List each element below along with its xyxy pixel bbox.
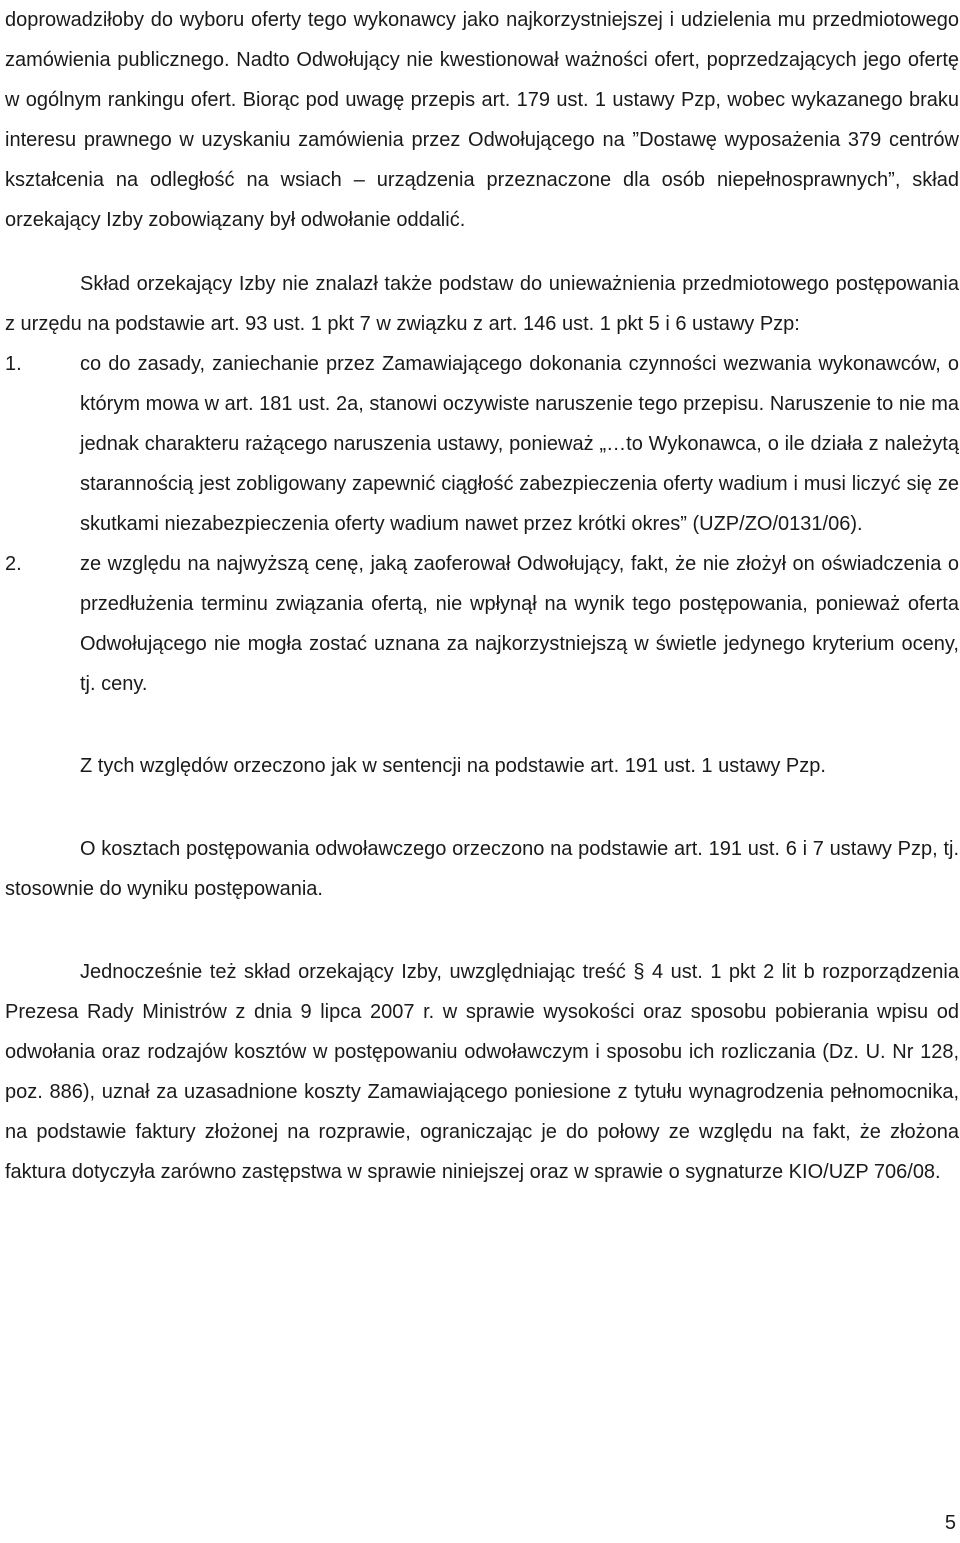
paragraph-interest: doprowadziłoby do wyboru oferty tego wykonawcy jako najkorzystniejszej i udzielenia mu przedmiotowego zamówienia publicznego. Nadto Odwołujący nie kwestionował ważności ofert, poprzedzających jego ofertę w ogólnym rankingu ofert. Biorąc pod uwagę przepis art. 179 ust. 1 ustawy Pzp, wobec wykazanego braku interesu prawnego w uzyskaniu zamówienia przez Odwołującego na ”Dostawę wyposażenia 379 centrów kształcenia na odległość na wsiach – urządzenia przeznaczone dla osób niepełnosprawnych”, skład orzekający Izby zobowiązany był odwołanie oddalić.	[5, 9, 959, 231]
list-item-text: ze względu na najwyższą cenę, jaką zaoferował Odwołujący, fakt, że nie złożył on oświadczenia o przedłużenia terminu związania ofertą, nie wpłynął na wynik tego postępowania, ponieważ oferta Odwołującego nie mogła zostać uznana za najkorzystniejszą w świetle jedynego kryterium oceny, tj. ceny.	[80, 553, 959, 695]
list-item	[5, 344, 959, 544]
list-item	[5, 544, 959, 704]
paragraph-annulment: Skład orzekający Izby nie znalazł także podstaw do unieważnienia przedmiotowego postępowania z urzędu na podstawie art. 93 ust. 1 pkt 7 w związku z art. 146 ust. 1 pkt 5 i 6 ustawy Pzp:	[5, 273, 959, 335]
paragraph-costs: O kosztach postępowania odwoławczego orzeczono na podstawie art. 191 ust. 6 i 7 ustawy Pzp, tj. stosownie do wyniku postępowania.	[5, 838, 959, 900]
document-page	[5, 0, 959, 1192]
reasons-list	[5, 344, 959, 704]
paragraph-sentence-basis: Z tych względów orzeczono jak w sentencji na podstawie art. 191 ust. 1 ustawy Pzp.	[80, 755, 826, 777]
list-item-number: 2.	[5, 553, 22, 575]
paragraph-representation-costs: Jednocześnie też skład orzekający Izby, uwzględniając treść § 4 ust. 1 pkt 2 lit b rozporządzenia Prezesa Rady Ministrów z dnia 9 lipca 2007 r. w sprawie wysokości oraz sposobu pobierania wpisu od odwołania oraz rodzajów kosztów w postępowaniu odwoławczym i sposobu ich rozliczania (Dz. U. Nr 128, poz. 886), uznał za uzasadnione koszty Zamawiającego poniesione z tytułu wynagrodzenia pełnomocnika, na podstawie faktury złożonej na rozprawie, ograniczając je do połowy ze względu na fakt, że złożona faktura dotyczyła zarówno zastępstwa w sprawie niniejszej oraz w sprawie o sygnaturze KIO/UZP 706/08.	[5, 961, 959, 1183]
list-item-number: 1.	[5, 353, 22, 375]
list-item-text: co do zasady, zaniechanie przez Zamawiającego dokonania czynności wezwania wykonawców, o którym mowa w art. 181 ust. 2a, stanowi oczywiste naruszenie tego przepisu. Naruszenie to nie ma jednak charakteru rażącego naruszenia ustawy, ponieważ „…to Wykonawca, o ile działa z należytą starannością jest zobligowany zapewnić ciągłość zabezpieczenia oferty wadium i musi liczyć się ze skutkami niezabezpieczenia oferty wadium nawet przez krótki okres” (UZP/ZO/0131/06).	[80, 353, 959, 535]
page-number: 5	[944, 1512, 956, 1534]
